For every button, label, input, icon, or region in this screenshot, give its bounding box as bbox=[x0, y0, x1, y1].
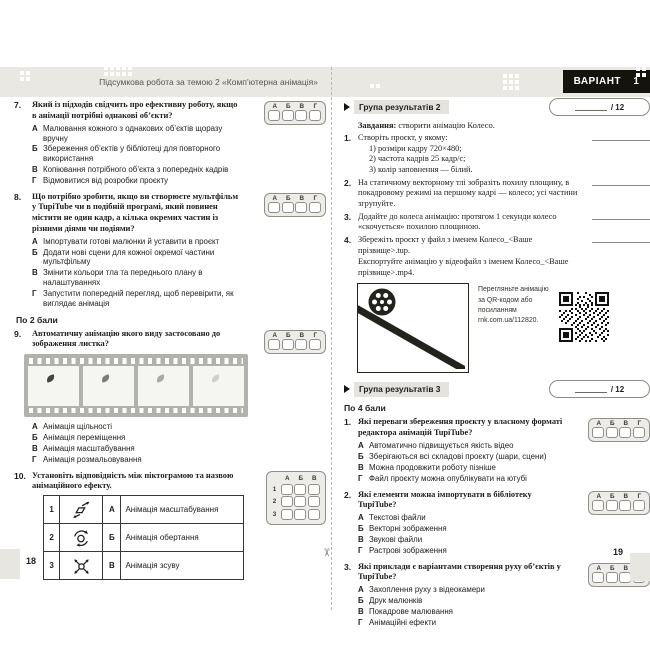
table-row: 3 В Анімація зсуву bbox=[44, 551, 244, 579]
points-label: По 2 бали bbox=[16, 314, 58, 325]
answer-cell[interactable] bbox=[294, 496, 306, 507]
option-b: Б Додати нові сцени для кожної окремої частини мультфільму bbox=[32, 247, 215, 267]
option-a: А Анімація щільності bbox=[32, 422, 112, 431]
page-number-right: 19 bbox=[613, 547, 624, 557]
option-a: А Текстові файли bbox=[358, 513, 426, 523]
answer-cell[interactable] bbox=[606, 500, 618, 511]
variant-badge: ВАРІАНТ 1 bbox=[563, 70, 650, 93]
filmstrip-sprockets bbox=[29, 408, 243, 414]
page-header-title: Підсумкова робота за темою 2 «Комп’ютерна анімація» bbox=[99, 77, 318, 87]
grading-blank-line[interactable] bbox=[592, 140, 650, 141]
option-v: В Покадрове малювання bbox=[358, 607, 453, 617]
answer-cell[interactable] bbox=[295, 202, 307, 213]
wheel-figure-row bbox=[357, 283, 650, 373]
answer-box-q9 bbox=[264, 330, 326, 354]
task-3: 3. Додайте до колеса анімацію: протягом 1 секунди колесо «скочується» похилою площиною. bbox=[344, 212, 650, 233]
grid-row: 2 bbox=[271, 496, 322, 507]
score-max: / 12 bbox=[610, 102, 625, 112]
table-row: 2 Б Анімація обертання bbox=[44, 523, 244, 551]
score-max: / 12 bbox=[610, 384, 625, 394]
answer-box-q8 bbox=[264, 193, 326, 217]
answer-cell[interactable] bbox=[309, 339, 321, 350]
option-v: В Копіювання потрібного об’єкта з попередніх кадрів bbox=[32, 165, 229, 175]
page-right bbox=[344, 98, 650, 634]
answer-cell[interactable] bbox=[633, 427, 645, 438]
score-box bbox=[549, 380, 650, 398]
score-blank-line[interactable] bbox=[575, 385, 607, 393]
decor-dots bbox=[503, 74, 519, 90]
answer-cell[interactable] bbox=[282, 110, 294, 121]
question-number: 8. bbox=[14, 191, 22, 202]
question-number: 7. bbox=[14, 100, 22, 110]
answer-cell[interactable] bbox=[619, 427, 631, 438]
option-a: А Малювання кожного з однакових об’єктів щоразу вручну bbox=[32, 123, 223, 143]
question-text: Які приклади є варіантами створення руху об’єктів у TupiTube? bbox=[358, 561, 561, 582]
answer-letters: А Б В Г bbox=[272, 194, 318, 202]
grading-blank-line[interactable] bbox=[592, 185, 650, 186]
page-corner-block bbox=[630, 553, 650, 581]
question-7 bbox=[14, 100, 326, 187]
grading-blank-line[interactable] bbox=[592, 219, 650, 220]
rotate-icon bbox=[71, 527, 92, 548]
film-frame bbox=[83, 366, 134, 406]
option-g: Г Файл проєкту можна опублікувати на ютубі bbox=[358, 473, 527, 483]
answer-cell[interactable] bbox=[268, 110, 280, 121]
answer-letters: А Б В Г bbox=[272, 331, 318, 339]
option-b: Б Векторні зображення bbox=[358, 524, 447, 534]
wheel-figure bbox=[357, 283, 469, 373]
answer-cell[interactable] bbox=[282, 339, 294, 350]
answer-letters: А Б В bbox=[596, 564, 629, 572]
answer-cell[interactable] bbox=[282, 202, 294, 213]
option-a: А Імпортувати готові малюнки й уставити в проєкт bbox=[32, 236, 220, 246]
question-text: Які переваги збереження проєкту у власному форматі редактора анімацій TupiTube? bbox=[358, 417, 563, 437]
decor-dots bbox=[20, 71, 30, 81]
group-label: Група результатів 3 bbox=[354, 382, 449, 397]
task-1: 1. Створіть проєкт, у якому: 1) розміри кадру 720×480; 2) частота кадрів 25 кадр/с; 3) колір заповнення — білий. bbox=[344, 133, 650, 175]
question-text: Що потрібно зробити, якщо ви створюєте мультфільм у TupiTube чи в подібній програмі, який повинен містити не один кадр, а кілька окремих частин із різними діями чи подіями? bbox=[32, 191, 239, 233]
leaf-icon bbox=[155, 373, 167, 385]
group-3-header bbox=[344, 380, 650, 398]
question-text: Автоматичну анімацію якого виду застосовано до зображення листка? bbox=[32, 328, 221, 349]
grading-blank-line[interactable] bbox=[592, 242, 650, 243]
question-text: Який із підходів свідчить про ефективну роботу, якщо в анімації потрібні однакові об’єкти? bbox=[32, 100, 238, 120]
question-text: Які елементи можна імпортувати в бібліотеку TupiTube? bbox=[358, 489, 532, 510]
question-number: 1. bbox=[344, 417, 352, 428]
option-v: В Анімація масштабування bbox=[32, 443, 135, 453]
film-frame bbox=[28, 366, 79, 406]
cut-dashed-line bbox=[331, 67, 332, 610]
film-frame bbox=[138, 366, 189, 406]
leaf-icon bbox=[210, 373, 222, 385]
answer-cell[interactable] bbox=[295, 339, 307, 350]
answer-cell[interactable] bbox=[592, 427, 604, 438]
question-9 bbox=[14, 329, 326, 466]
page-number-left: 18 bbox=[26, 556, 37, 566]
question-number: 3. bbox=[344, 561, 352, 572]
answer-letters: А Б В Г bbox=[596, 492, 642, 500]
option-g: Г Відмовитися від розробки проєкту bbox=[32, 176, 169, 186]
shear-icon bbox=[71, 499, 92, 520]
score-blank-line[interactable] bbox=[575, 103, 607, 111]
answer-cell[interactable] bbox=[592, 572, 604, 583]
answer-cell[interactable] bbox=[606, 572, 618, 583]
answer-cell[interactable] bbox=[606, 427, 618, 438]
answer-box-g3-2 bbox=[588, 491, 650, 515]
option-b: Б Друк малюнків bbox=[358, 596, 423, 606]
answer-cell[interactable] bbox=[295, 110, 307, 121]
question-g3-1 bbox=[344, 417, 650, 484]
answer-box-g3-1 bbox=[588, 418, 650, 442]
question-g3-2 bbox=[344, 490, 650, 557]
answer-cell[interactable] bbox=[308, 509, 320, 520]
matching-table bbox=[43, 495, 244, 580]
decor-dots bbox=[636, 67, 646, 77]
answer-cell[interactable] bbox=[633, 500, 645, 511]
leaf-icon bbox=[100, 373, 112, 385]
option-v: В Змінити кольори тла та переднього плану в налаштуваннях bbox=[32, 268, 203, 288]
answer-cell[interactable] bbox=[281, 496, 293, 507]
triangle-bullet-icon bbox=[344, 103, 350, 111]
answer-cell[interactable] bbox=[308, 484, 320, 495]
answer-box-q7 bbox=[264, 101, 326, 125]
option-v: В Можна продовжити роботу пізніше bbox=[358, 462, 496, 472]
answer-cell[interactable] bbox=[309, 110, 321, 121]
question-10 bbox=[14, 471, 326, 580]
decor-dots bbox=[104, 66, 132, 76]
answer-cell[interactable] bbox=[268, 202, 280, 213]
page-corner-block bbox=[0, 549, 20, 579]
grid-row: 1 bbox=[271, 484, 322, 495]
qr-code[interactable] bbox=[559, 292, 609, 342]
leaf-icon bbox=[45, 373, 57, 385]
task-intro: Завдання: створити анімацію Колесо. bbox=[358, 121, 495, 130]
option-v: В Звукові файли bbox=[358, 534, 423, 544]
grid-row: 3 bbox=[271, 509, 322, 520]
question-8 bbox=[14, 192, 326, 310]
answer-cell[interactable] bbox=[294, 509, 306, 520]
task-2: 2. На статичному векторному тлі зобразіть похилу площину, в покадровому режимі на першому кадрі — колесо; усі частини згрупуйте. bbox=[344, 178, 650, 210]
qr-note: Перегляньте анімацію за QR-кодом або посиланням rnk.com.ua/112820. bbox=[478, 286, 549, 325]
option-a: А Автоматично підвищується якість відео bbox=[358, 441, 514, 451]
inclined-plane bbox=[358, 308, 465, 369]
option-g: Г Анімаційні ефекти bbox=[358, 618, 437, 627]
answer-cell[interactable] bbox=[619, 500, 631, 511]
answer-cell[interactable] bbox=[294, 484, 306, 495]
filmstrip-figure bbox=[24, 354, 248, 417]
group-2-header bbox=[344, 98, 650, 116]
scale-icon bbox=[71, 555, 92, 576]
answer-cell[interactable] bbox=[309, 202, 321, 213]
answer-cell[interactable] bbox=[268, 339, 280, 350]
answer-cell[interactable] bbox=[281, 484, 293, 495]
question-g3-3 bbox=[344, 562, 650, 629]
option-b: Б Зберігаються всі складові проєкту (шари, сцени) bbox=[358, 451, 547, 461]
answer-letters: А Б В Г bbox=[596, 420, 642, 428]
triangle-bullet-icon bbox=[344, 385, 350, 393]
table-row: 1 А Анімація масштабування bbox=[44, 495, 244, 523]
page-left bbox=[14, 100, 326, 585]
option-g: Г Растрові зображення bbox=[358, 545, 447, 555]
scissors-icon: ✂ bbox=[320, 547, 333, 558]
filmstrip-sprockets bbox=[29, 358, 243, 364]
question-text: Установіть відповідність між піктограмою та назвою анімаційного ефекту. bbox=[32, 470, 234, 491]
decor-dots bbox=[370, 84, 380, 88]
option-g: Г Анімація розмальовування bbox=[32, 454, 142, 464]
answer-cell[interactable] bbox=[281, 509, 293, 520]
answer-letters: А Б В Г bbox=[272, 103, 318, 110]
question-number: 9. bbox=[14, 328, 22, 339]
question-number: 10. bbox=[14, 470, 26, 481]
question-number: 2. bbox=[344, 489, 352, 500]
wheel-icon bbox=[369, 289, 396, 316]
answer-cell[interactable] bbox=[308, 496, 320, 507]
score-box bbox=[549, 98, 650, 116]
group-label: Група результатів 2 bbox=[354, 100, 449, 115]
option-b: Б Анімація переміщення bbox=[32, 432, 126, 442]
option-b: Б Збереження об’єктів у бібліотеці для повторного використання bbox=[32, 144, 221, 164]
grid-header: А Б В bbox=[284, 475, 317, 482]
task-4: 4. Збережіть проєкт у файл з іменем Колесо_<Ваше прізвище>.tup. Експортуйте анімацію у відеофайл з іменем Колесо_<Ваше прізвище>.mp4. bbox=[344, 235, 650, 278]
option-a: А Захоплення руху з відеокамери bbox=[358, 585, 485, 595]
matching-answer-grid bbox=[266, 471, 327, 525]
film-frame bbox=[193, 366, 244, 406]
points-label: По 4 бали bbox=[344, 403, 386, 414]
answer-cell[interactable] bbox=[592, 500, 604, 511]
option-g: Г Запустити попередній перегляд, щоб перевірити, як виглядає анімація bbox=[32, 289, 234, 308]
